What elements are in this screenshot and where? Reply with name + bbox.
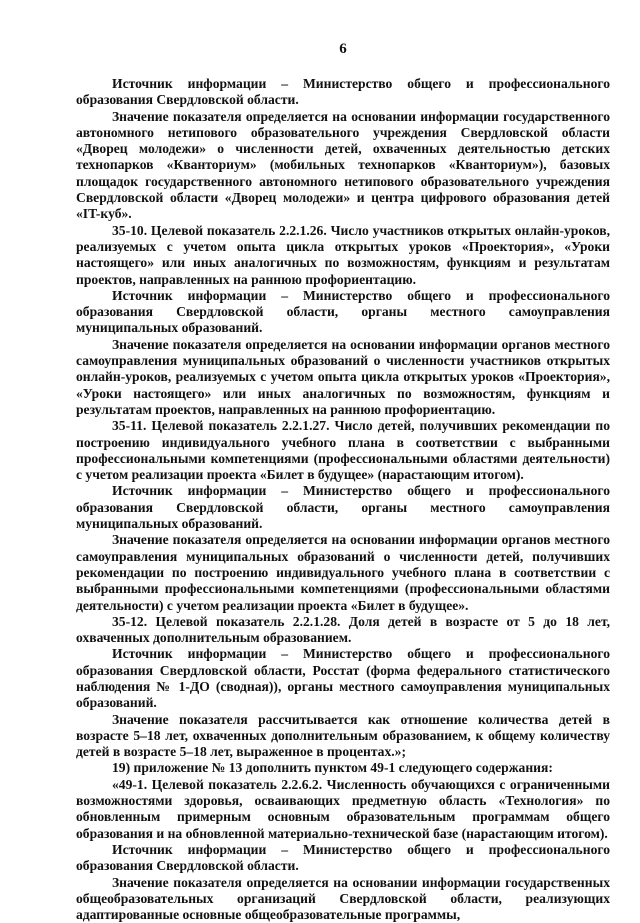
paragraph-value-5: Значение показателя определяется на основании информации государственных общеобразовательных организаций Свердловской области, реализующих адаптированные основные общеобразовательные программы, <box>76 874 610 923</box>
paragraph-35-11: 35-11. Целевой показатель 2.2.1.27. Число детей, получивших рекомендации по построению индивидуального учебного плана в соответствии с выбранными профессиональными компетенциями (профессиональными областями деятельности) с учетом реализации проекта «Билет в будущее» (нарастающим итогом). <box>76 418 610 483</box>
paragraph-35-10: 35-10. Целевой показатель 2.2.1.26. Число участников открытых онлайн-уроков, реализуемых с учетом опыта цикла открытых уроков «Проектория», «Уроки настоящего» или иных аналогичных по возможностям, функциям и результатам проектов, направленных на раннюю профориентацию. <box>76 222 610 287</box>
paragraph-value-3: Значение показателя определяется на основании информации органов местного самоуправления муниципальных образований о численности детей, получивших рекомендации по построению индивидуального учебного плана в соответствии с выбранными профессиональными компетенциями (профессиональными областями деятельности) с учетом реализации проекта «Билет в будущее». <box>76 532 610 613</box>
paragraph-source-1: Источник информации – Министерство общего и профессионального образования Свердловской области. <box>76 76 610 108</box>
paragraph-value-2: Значение показателя определяется на основании информации органов местного самоуправления муниципальных образований о численности участников открытых онлайн-уроков, реализуемых с учетом опыта цикла открытых уроков «Проектория», «Уроки настоящего» или иных аналогичных по возможностям, функциям и результатам проектов, направленных на раннюю профориентацию. <box>76 336 610 417</box>
page-number: 6 <box>339 41 347 57</box>
paragraph-item-19: 19) приложение № 13 дополнить пунктом 49-1 следующего содержания: <box>112 760 553 776</box>
paragraph-35-12: 35-12. Целевой показатель 2.2.1.28. Доля детей в возрасте от 5 до 18 лет, охваченных дополнительным образованием. <box>76 613 610 646</box>
paragraph-source-3: Источник информации – Министерство общего и профессионального образования Свердловской области, органы местного самоуправления муниципальных образований. <box>76 483 610 532</box>
paragraph-value-1: Значение показателя определяется на основании информации государственного автономного нетипового образовательного учреждения Свердловской области «Дворец молодежи» о численности детей, охваченных деятельностью детских технопарков «Кванториум» (мобильных технопарков «Кванториум»), базовых площадок государственного автономного нетипового образовательного учреждения Свердловской области «Дворец молодежи» и центра цифрового образования детей «IT-куб». <box>76 108 610 222</box>
paragraph-value-4: Значение показателя рассчитывается как отношение количества детей в возрасте 5–18 лет, охваченных дополнительным образованием, к общему количеству детей в возрасте 5–18 лет, выраженное в процентах.»; <box>76 711 610 760</box>
paragraph-49-1: «49-1. Целевой показатель 2.2.6.2. Численность обучающихся с ограниченными возможностями здоровья, осваивающих предметную область «Технология» по обновленным примерным основным образовательным программам общего образования и на обновленной материально-технической базе (нарастающим итогом). <box>76 776 610 841</box>
paragraph-source-4: Источник информации – Министерство общего и профессионального образования Свердловской области, Росстат (форма федерального статистического наблюдения № 1-ДО (сводная)), органы местного самоуправления муниципальных образований. <box>76 646 610 711</box>
paragraph-source-2: Источник информации – Министерство общего и профессионального образования Свердловской области, органы местного самоуправления муниципальных образований. <box>76 287 610 336</box>
paragraph-source-5: Источник информации – Министерство общего и профессионального образования Свердловской области. <box>76 841 610 874</box>
